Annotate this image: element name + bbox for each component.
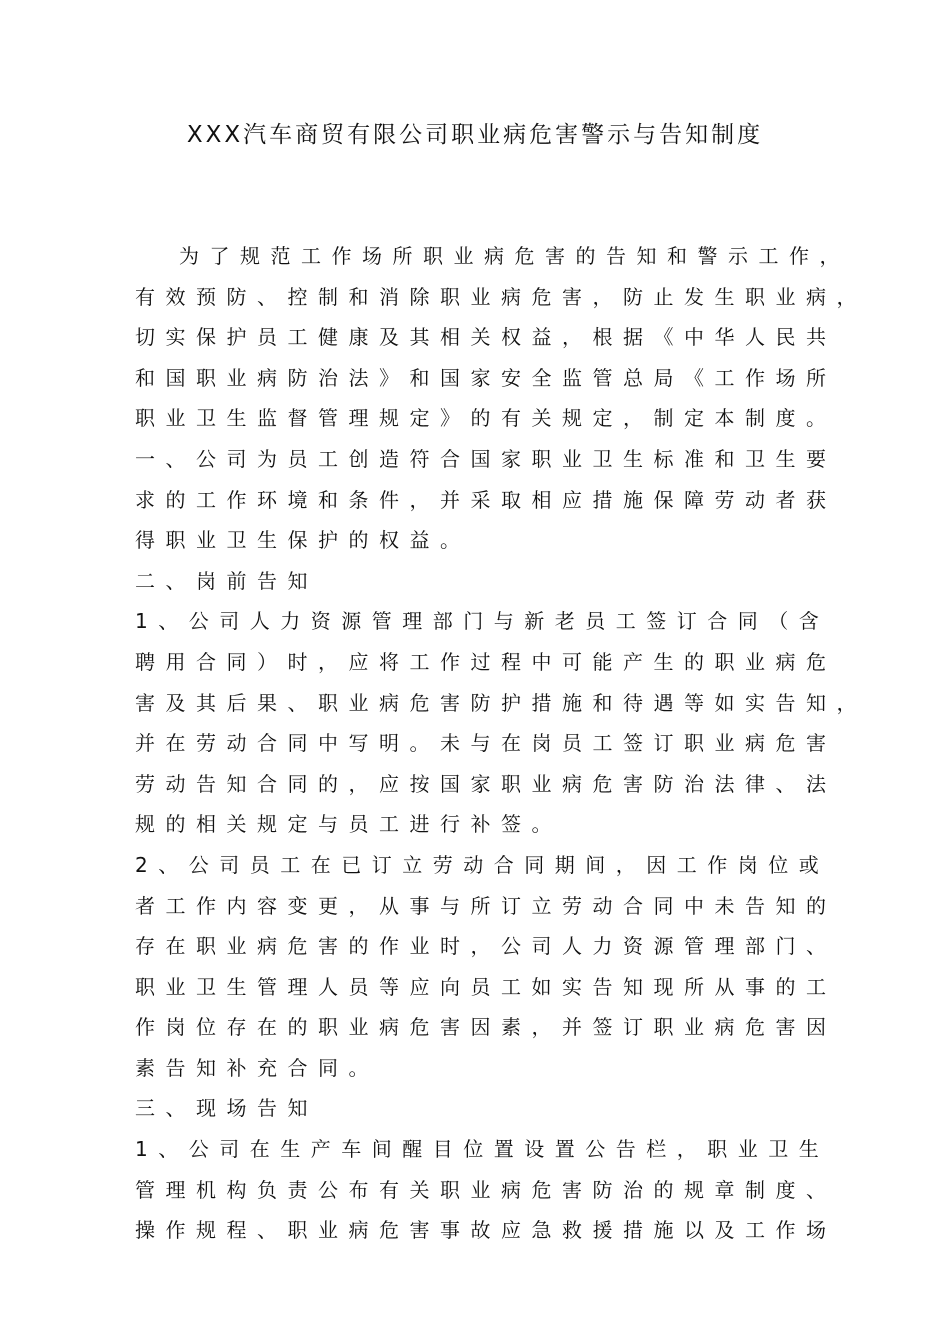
- text-line: 管理机构负责公布有关职业病危害防治的规章制度、: [135, 1177, 837, 1202]
- section-heading: 二、岗前告知: [135, 568, 318, 593]
- text-line: 作岗位存在的职业病危害因素，并签订职业病危害因: [135, 1015, 837, 1040]
- text-line: 聘用合同）时，应将工作过程中可能产生的职业病危: [135, 649, 837, 674]
- text-line: 求的工作环境和条件，并采取相应措施保障劳动者获: [135, 487, 837, 512]
- text-line: 操作规程、职业病危害事故应急救援措施以及工作场: [135, 1218, 837, 1243]
- section-heading: 三、现场告知: [135, 1096, 318, 1121]
- text-line: 害及其后果、职业病危害防护措施和待遇等如实告知，: [135, 690, 867, 715]
- text-line: 有效预防、控制和消除职业病危害，防止发生职业病，: [135, 284, 867, 309]
- text-line: 规的相关规定与员工进行补签。: [135, 812, 562, 837]
- text-line: 存在职业病危害的作业时，公司人力资源管理部门、: [135, 934, 837, 959]
- text-line: 并在劳动合同中写明。未与在岗员工签订职业病危害: [135, 731, 837, 756]
- document-body: [135, 236, 875, 1251]
- document-title: XXX汽车商贸有限公司职业病危害警示与告知制度: [186, 122, 764, 148]
- text-line: 劳动告知合同的，应按国家职业病危害防治法律、法: [135, 771, 837, 796]
- list-item: 2、公司员工在已订立劳动合同期间，因工作岗位或: [135, 852, 830, 877]
- list-item: 1、公司在生产车间醒目位置设置公告栏，职业卫生: [135, 1137, 830, 1162]
- text-line: 为了规范工作场所职业病危害的告知和警示工作，: [179, 244, 850, 268]
- text-line: 职业卫生管理人员等应向员工如实告知现所从事的工: [135, 974, 837, 999]
- text-line: 素告知补充合同。: [135, 1055, 379, 1080]
- text-line: 职业卫生监督管理规定》的有关规定，制定本制度。: [135, 406, 837, 431]
- text-line: 者工作内容变更，从事与所订立劳动合同中未告知的: [135, 893, 837, 918]
- list-item: 1、公司人力资源管理部门与新老员工签订合同（含: [135, 609, 830, 634]
- text-line: 切实保护员工健康及其相关权益，根据《中华人民共: [135, 325, 837, 350]
- section-heading: 一、公司为员工创造符合国家职业卫生标准和卫生要: [135, 446, 837, 471]
- text-line: 得职业卫生保护的权益。: [135, 528, 471, 553]
- text-line: 和国职业病防治法》和国家安全监管总局《工作场所: [135, 365, 837, 390]
